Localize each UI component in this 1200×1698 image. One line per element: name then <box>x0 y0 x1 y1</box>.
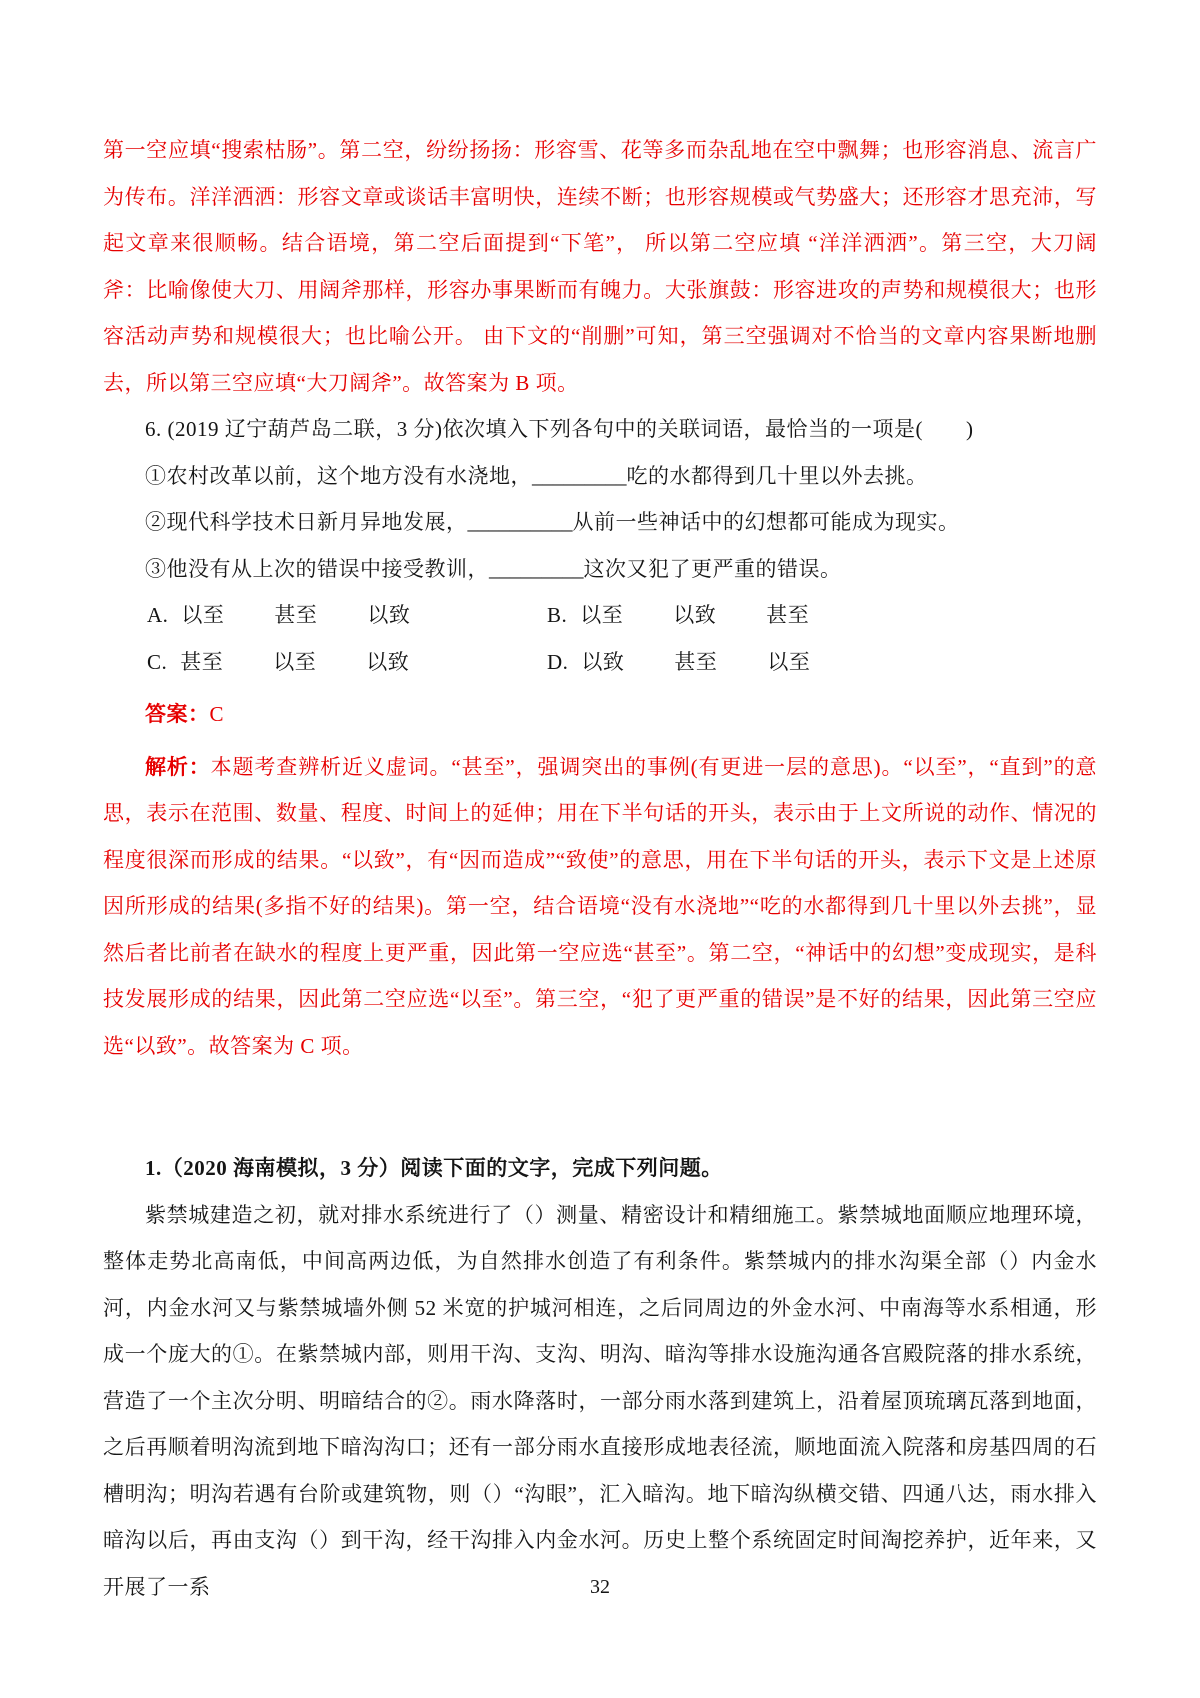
sentence-2-pre: ②现代科学技术日新月异地发展， <box>145 510 468 534</box>
option-b-label: B. <box>547 603 568 627</box>
option-d-word-2: 甚至 <box>674 649 718 674</box>
question-6-sentence-3 <box>103 546 1097 593</box>
option-a-label: A. <box>147 603 169 627</box>
question-6-sentence-2 <box>103 499 1097 546</box>
blank-underline: _________ <box>532 463 627 488</box>
option-a <box>147 592 547 639</box>
options-row-cd <box>147 639 1097 686</box>
answer-explanation-b: 第一空应填“搜索枯肠”。第二空，纷纷扬扬：形容雪、花等多而杂乱地在空中飘舞；也形容消息、流言广为传布。洋洋洒洒：形容文章或谈话丰富明快，连续不断；也形容规模或气势盛大；还形容才思充沛，写起文章来很顺畅。结合语境，第二空后面提到“下笔”， 所以第二空应填 “洋洋洒洒”。第三空，大刀阔斧：比喻像使大刀、用阔斧那样，形容办事果断而有魄力。大张旗鼓：形容进攻的声势和规模很大；也形容活动声势和规模很大；也比喻公开。 由下文的“削删”可知，第三空强调对不恰当的文章内容果断地删去，所以第三空应填“大刀阔斧”。故答案为 B 项。 <box>103 138 1097 395</box>
option-c-label: C. <box>147 649 168 674</box>
option-c-word-1: 甚至 <box>180 649 224 674</box>
blank-underline: __________ <box>467 510 573 534</box>
option-c-word-2: 以至 <box>273 649 317 674</box>
option-a-word-3: 以致 <box>367 603 411 627</box>
sentence-2-post: 从前一些神话中的幻想都可能成为现实。 <box>572 510 960 534</box>
question-1-passage: 紫禁城建造之初，就对排水系统进行了（）测量、精密设计和精细施工。紫禁城地面顺应地理环境，整体走势北高南低，中间高两边低，为自然排水创造了有利条件。紫禁城内的排水沟渠全部（）内金水河，内金水河又与紫禁城墙外侧 52 米宽的护城河相连，之后同周边的外金水河、中南海等水系相通，形成一个庞大的①。在紫禁城内部，则用干沟、支沟、明沟、暗沟等排水设施沟通各宫殿院落的排水系统，营造了一个主次分明、明暗结合的②。雨水降落时，一部分雨水落到建筑上，沿着屋顶琉璃瓦落到地面，之后再顺着明沟流到地下暗沟沟口；还有一部分雨水直接形成地表径流，顺地面流入院落和房基四周的石槽明沟；明沟若遇有台阶或建筑物，则（）“沟眼”，汇入暗沟。地下暗沟纵横交错、四通八达，雨水排入暗沟以后，再由支沟（）到干沟，经干沟排入内金水河。历史上整个系统固定时间淘挖养护，近年来，又开展了一系 <box>103 1202 1097 1599</box>
sentence-3-post: 这次又犯了更严重的错误。 <box>583 556 842 581</box>
sentence-3-pre: ③他没有从上次的错误中接受教训， <box>145 556 489 581</box>
answer-line <box>103 691 1097 738</box>
option-d-word-1: 以致 <box>581 649 625 674</box>
answer-label: 答案： <box>145 702 210 726</box>
sentence-1-pre: ①农村改革以前，这个地方没有水浇地， <box>145 463 532 488</box>
option-d <box>547 639 810 686</box>
option-c <box>147 639 547 686</box>
options-row-ab <box>147 592 1097 639</box>
question-6-stem: 6. (2019 辽宁葫芦岛二联，3 分)依次填入下列各句中的关联词语，最恰当的一项是( ) <box>145 417 974 441</box>
option-a-word-1: 以至 <box>181 603 225 627</box>
question-6-sentence-1 <box>103 453 1097 500</box>
option-a-word-2: 甚至 <box>274 603 318 627</box>
analysis-label: 解析： <box>145 754 211 779</box>
answer-value: C <box>209 702 225 726</box>
blank-underline: _________ <box>489 556 584 581</box>
option-b <box>547 592 809 639</box>
question-6-options <box>147 592 1097 685</box>
analysis-text: 本题考查辨析近义虚词。“甚至”，强调突出的事例(有更进一层的意思)。“以至”，“直到”的意思，表示在范围、数量、程度、时间上的延伸；用在下半句话的开头，表示由于上文所说的动作、情况的程度很深而形成的结果。“以致”，有“因而造成”“致使”的意思，用在下半句话的开头，表示下文是上述原因所形成的结果(多指不好的结果)。第一空，结合语境“没有水浇地”“吃的水都得到几十里以外去挑”，显然后者比前者在缺水的程度上更严重，因此第一空应选“甚至”。第二空，“神话中的幻想”变成现实，是科技发展形成的结果，因此第二空应选“以至”。第三空，“犯了更严重的错误”是不好的结果，因此第三空应选“以致”。故答案为 C 项。 <box>103 754 1097 1058</box>
page-number: 32 <box>590 1576 610 1598</box>
option-b-word-3: 甚至 <box>766 603 810 627</box>
option-d-word-3: 以至 <box>767 649 811 674</box>
question-1-heading: 1.（2020 海南模拟，3 分）阅读下面的文字，完成下列问题。 <box>145 1156 723 1180</box>
option-b-word-1: 以至 <box>580 603 624 627</box>
option-d-label: D. <box>547 649 569 674</box>
option-c-word-3: 以致 <box>366 649 410 674</box>
sentence-1-post: 吃的水都得到几十里以外去挑。 <box>626 463 928 488</box>
option-b-word-2: 以致 <box>673 603 717 627</box>
analysis-paragraph <box>103 744 1097 1070</box>
